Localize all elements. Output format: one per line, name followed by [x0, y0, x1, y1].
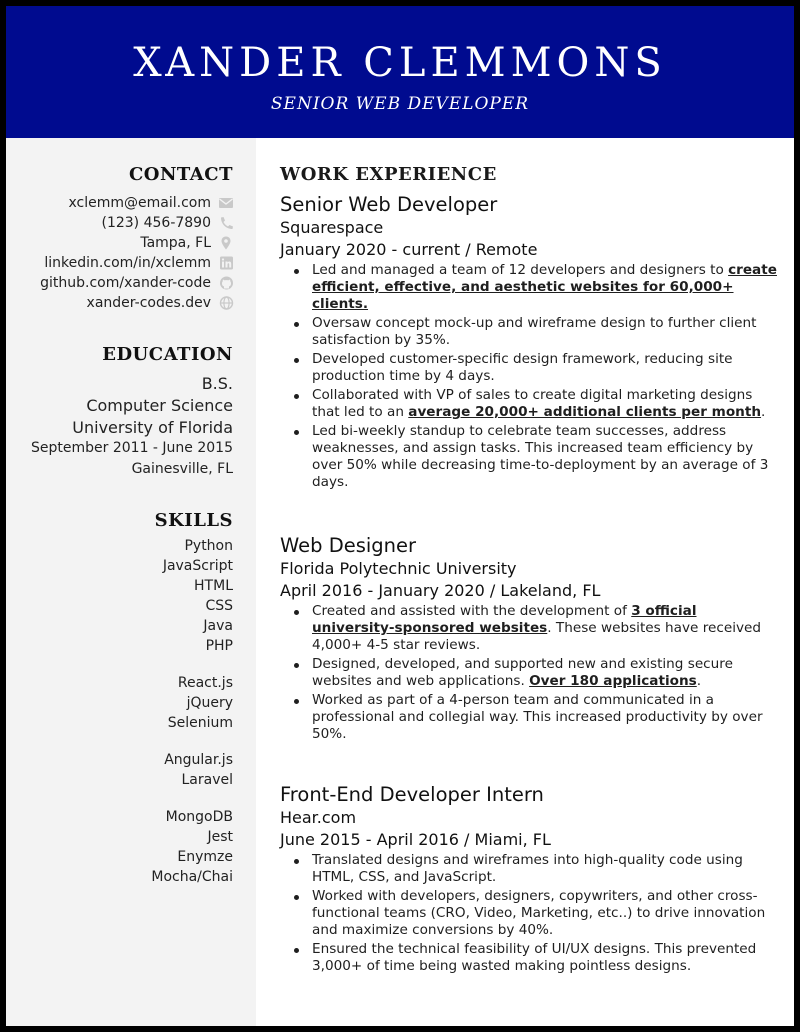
job-title: Web Designer [280, 534, 417, 557]
skill-item: Selenium [167, 715, 233, 731]
github-icon [218, 276, 234, 290]
job-bullet: Led bi-weekly standup to celebrate team successes, address weaknesses, and assign tasks. This increased team efficiency by over 50% while decreasing time-to-deployment by an average of 3 days. [280, 423, 780, 491]
contact-heading: CONTACT [128, 164, 233, 185]
job-entry [280, 783, 780, 977]
job-bullet: Designed, developed, and supported new and existing secure websites and web applications. Over 180 applications. [280, 656, 780, 690]
resume-header [6, 6, 794, 138]
job-entry [280, 534, 780, 745]
sidebar [6, 138, 256, 1026]
education-location: Gainesville, FL [131, 461, 233, 477]
website-text: xander-codes.dev [86, 295, 211, 311]
job-company: Hear.com [280, 808, 357, 827]
job-bullet: Ensured the technical feasibility of UI/UX designs. This prevented 3,000+ of time being wasted making pointless designs. [280, 941, 780, 975]
skill-item: PHP [205, 638, 233, 654]
github-text: github.com/xander-code [40, 275, 211, 291]
candidate-name: XANDER CLEMMONS [133, 40, 667, 86]
resume-page [6, 6, 794, 1026]
skill-item: Angular.js [164, 752, 233, 768]
job-bullet: Worked as part of a 4-person team and communicated in a professional and collegial way. This increased productivity by over 50%. [280, 692, 780, 743]
job-meta: January 2020 - current / Remote [280, 240, 538, 259]
job-bullet: Collaborated with VP of sales to create digital marketing designs that led to an average 20,000+ additional clients per month. [280, 387, 780, 421]
job-company: Squarespace [280, 218, 384, 237]
job-bullet: Created and assisted with the development of 3 official university-sponsored websites. These websites have received 4,000+ 4-5 star reviews. [280, 603, 780, 654]
skill-item: Java [203, 618, 233, 634]
skill-item: Mocha/Chai [151, 869, 233, 885]
contact-linkedin[interactable] [44, 253, 234, 273]
skill-item: CSS [205, 598, 233, 614]
contact-github[interactable] [40, 273, 234, 293]
email-text: xclemm@email.com [68, 195, 211, 211]
main-content [256, 138, 794, 1026]
skills-heading: SKILLS [154, 510, 233, 531]
job-bullet: Worked with developers, designers, copywriters, and other cross-functional teams (CRO, Video, Marketing, etc..) to drive innovation and maximize conversions by 40%. [280, 888, 780, 939]
job-title: Senior Web Developer [280, 193, 498, 216]
job-meta: June 2015 - April 2016 / Miami, FL [280, 830, 551, 849]
contact-location [140, 233, 234, 253]
location-text: Tampa, FL [140, 235, 211, 251]
job-bullet: Developed customer-specific design framework, reducing site production time by 4 days. [280, 351, 780, 385]
job-meta: April 2016 - January 2020 / Lakeland, FL [280, 581, 601, 600]
job-bullets [280, 262, 780, 491]
job-bullets [280, 603, 780, 743]
contact-phone[interactable] [102, 213, 235, 233]
job-company: Florida Polytechnic University [280, 559, 517, 578]
job-title: Front-End Developer Intern [280, 783, 544, 806]
skill-item: Laravel [181, 772, 233, 788]
linkedin-icon [218, 256, 234, 270]
skill-item: Python [184, 538, 233, 554]
skill-item: JavaScript [162, 558, 233, 574]
envelope-icon [218, 196, 234, 210]
job-bullet: Led and managed a team of 12 developers and designers to create efficient, effective, and aesthetic websites for 60,000+ clients. [280, 262, 780, 313]
job-entry [280, 193, 780, 493]
job-bullet: Translated designs and wireframes into high-quality code using HTML, CSS, and JavaScript. [280, 852, 780, 886]
skill-item: Jest [207, 829, 233, 845]
education-field: Computer Science [86, 396, 233, 415]
contact-email[interactable] [69, 193, 234, 213]
candidate-title: SENIOR WEB DEVELOPER [270, 94, 530, 114]
education-dates: September 2011 - June 2015 [31, 440, 233, 456]
skill-item: React.js [177, 675, 233, 691]
map-pin-icon [218, 236, 234, 250]
phone-text: (123) 456-7890 [101, 215, 211, 231]
education-degree: B.S. [201, 374, 233, 393]
linkedin-text: linkedin.com/in/xclemm [44, 255, 211, 271]
experience-heading: WORK EXPERIENCE [280, 164, 497, 185]
skill-item: Enymze [177, 849, 233, 865]
contact-website[interactable] [87, 293, 234, 313]
skill-item: MongoDB [165, 809, 233, 825]
phone-icon [218, 216, 234, 230]
education-heading: EDUCATION [102, 344, 233, 365]
education-school: University of Florida [72, 418, 233, 437]
job-bullets [280, 852, 780, 975]
job-bullet: Oversaw concept mock-up and wireframe design to further client satisfaction by 35%. [280, 315, 780, 349]
globe-icon [218, 296, 234, 310]
skill-item: jQuery [186, 695, 233, 711]
skill-item: HTML [194, 578, 233, 594]
